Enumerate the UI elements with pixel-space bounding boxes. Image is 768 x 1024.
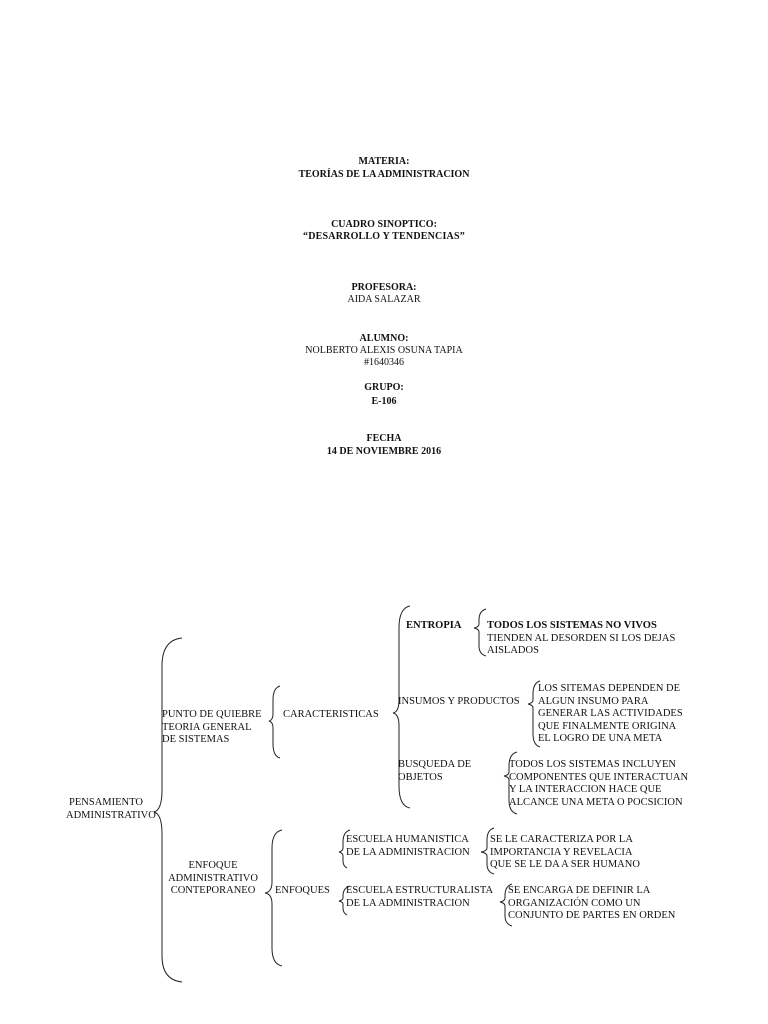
humanistica-desc-line: QUE SE LE DA A SER HUMANO bbox=[490, 859, 640, 871]
branch2-title-line: CONTEPORANEO bbox=[170, 885, 256, 897]
branch1-title-line: DE SISTEMAS bbox=[162, 734, 230, 746]
alumno-name: NOLBERTO ALEXIS OSUNA TAPIA bbox=[305, 345, 463, 356]
alumno-label: ALUMNO: bbox=[359, 333, 409, 344]
fecha-value: 14 DE NOVIEMBRE 2016 bbox=[326, 446, 442, 457]
insumos-desc bbox=[538, 683, 683, 746]
root-label-line: ADMINISTRATIVO bbox=[66, 809, 156, 821]
entropia-desc-line: AISLADOS bbox=[487, 645, 539, 657]
humanistica-title-line: DE LA ADMINISTRACION bbox=[346, 846, 470, 858]
busqueda-desc bbox=[509, 759, 688, 809]
root-label bbox=[66, 797, 156, 822]
branch1-brace bbox=[269, 686, 280, 758]
humanistica-desc-line: IMPORTANCIA Y REVELACIA bbox=[490, 846, 633, 858]
entropia-desc-line: TODOS LOS SISTEMAS NO VIVOS bbox=[487, 620, 657, 631]
branch1-title bbox=[162, 709, 262, 747]
branch2-title-line: ENFOQUE bbox=[188, 860, 238, 871]
root-brace bbox=[154, 638, 182, 982]
cuadro-label: CUADRO SINOPTICO: bbox=[331, 219, 437, 230]
caracteristicas-label: CARACTERISTICAS bbox=[283, 709, 379, 720]
estructuralista-desc-line: ORGANIZACIÓN COMO UN bbox=[508, 897, 641, 909]
estructuralista-title-line: DE LA ADMINISTRACION bbox=[346, 897, 470, 909]
busqueda-title-line: BUSQUEDA DE bbox=[398, 759, 472, 770]
grupo-label: GRUPO: bbox=[364, 382, 404, 393]
humanistica-title bbox=[346, 834, 470, 859]
cuadro-value: “DESARROLLO Y TENDENCIAS” bbox=[303, 231, 465, 242]
insumos-desc-line: GENERAR LAS ACTIVIDADES bbox=[538, 708, 683, 720]
busqueda-desc-line: TODOS LOS SISTEMAS INCLUYEN bbox=[509, 759, 676, 770]
materia-label: MATERIA: bbox=[358, 156, 410, 167]
enfoques-label: ENFOQUES bbox=[275, 885, 330, 896]
busqueda-desc-line: ALCANCE UNA META O POCSICION bbox=[509, 796, 683, 808]
insumos-desc-line: ALGUN INSUMO PARA bbox=[538, 695, 649, 707]
branch2-title-line: ADMINISTRATIVO bbox=[168, 872, 258, 884]
root-label-line: PENSAMIENTO bbox=[69, 797, 143, 808]
branch1-title-line: PUNTO DE QUIEBRE bbox=[162, 709, 262, 720]
busqueda-title-line: OBJETOS bbox=[398, 771, 443, 783]
grupo-value: E-106 bbox=[371, 396, 397, 407]
humanistica-title-line: ESCUELA HUMANISTICA bbox=[346, 834, 469, 845]
estructuralista-desc-line: CONJUNTO DE PARTES EN ORDEN bbox=[508, 910, 676, 922]
entropia-brace bbox=[474, 609, 486, 656]
humanistica-desc bbox=[490, 834, 640, 872]
profesora-label: PROFESORA: bbox=[351, 282, 417, 293]
estructuralista-title bbox=[346, 885, 493, 910]
insumos-desc-line: EL LOGRO DE UNA META bbox=[538, 733, 663, 745]
estructuralista-desc bbox=[508, 885, 675, 923]
humanistica-desc-line: SE LE CARACTERIZA POR LA bbox=[490, 834, 633, 845]
branch2-title bbox=[162, 860, 264, 898]
estructuralista-desc-line: SE ENCARGA DE DEFINIR LA bbox=[508, 885, 651, 896]
estructuralista-title-line: ESCUELA ESTRUCTURALISTA bbox=[346, 885, 494, 896]
busqueda-desc-line: Y LA INTERACCION HACE QUE bbox=[509, 784, 662, 796]
fecha-label: FECHA bbox=[366, 433, 402, 444]
entropia-desc-line: TIENDEN AL DESORDEN SI LOS DEJAS bbox=[487, 632, 676, 644]
alumno-id: #1640346 bbox=[364, 357, 404, 368]
entropia-desc bbox=[487, 620, 675, 658]
branch1-title-line: TEORIA GENERAL bbox=[162, 721, 252, 733]
materia-value: TEORÍAS DE LA ADMINISTRACION bbox=[298, 169, 470, 180]
branch2-brace bbox=[265, 830, 282, 966]
insumos-desc-line: LOS SITEMAS DEPENDEN DE bbox=[538, 683, 681, 694]
busqueda-title bbox=[398, 759, 471, 784]
entropia-title: ENTROPIA bbox=[406, 620, 462, 631]
busqueda-desc-line: COMPONENTES QUE INTERACTUAN bbox=[509, 771, 689, 783]
insumos-desc-line: QUE FINALMENTE ORIGINA bbox=[538, 720, 677, 732]
profesora-value: AIDA SALAZAR bbox=[347, 294, 421, 305]
insumos-title: INSUMOS Y PRODUCTOS bbox=[398, 696, 520, 707]
